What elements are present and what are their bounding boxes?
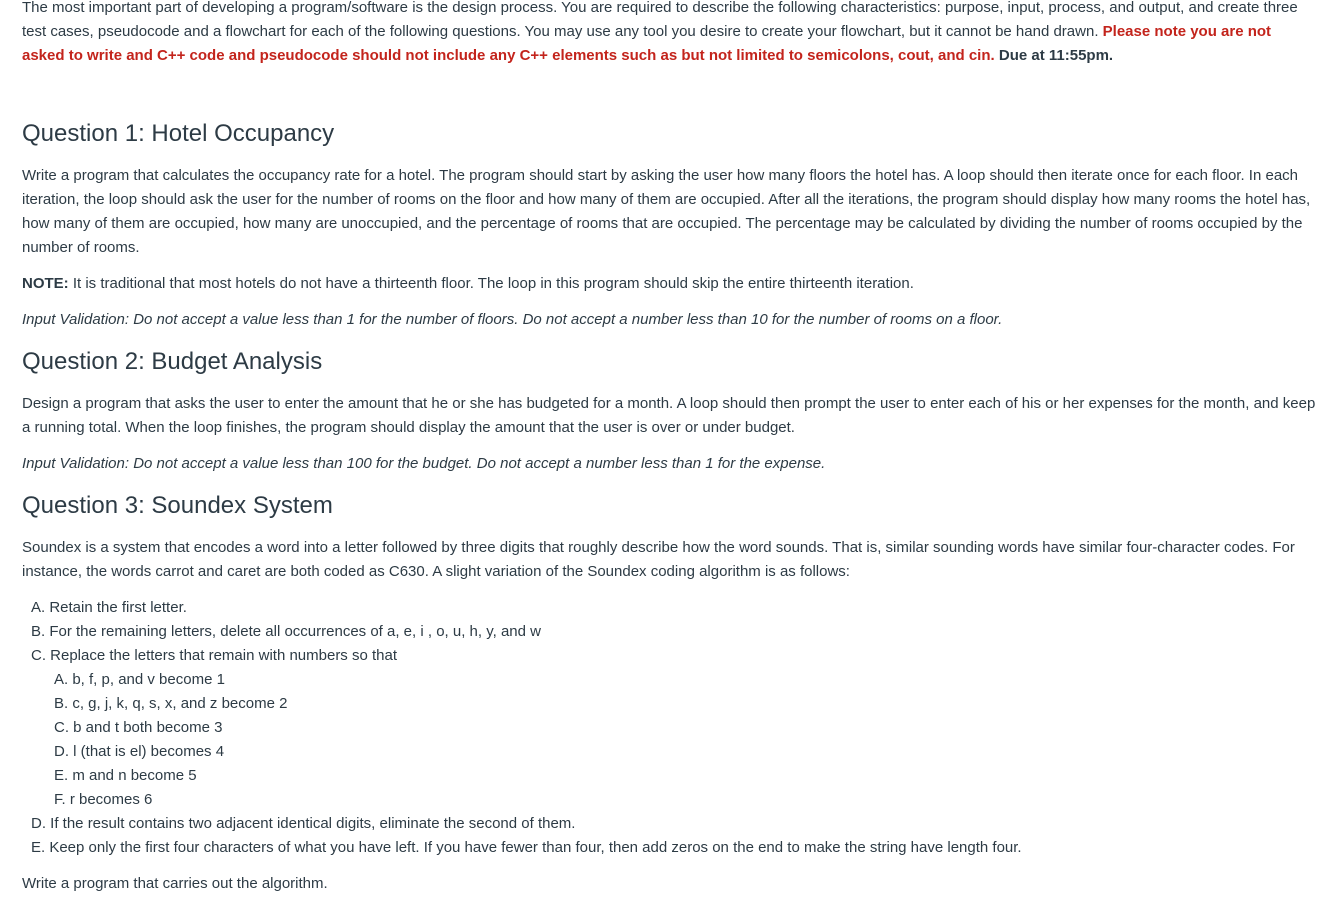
q2-validation: Input Validation: Do not accept a value less than 100 for the budget. Do not accept a number less than 1 for the expense. (22, 455, 826, 472)
q2-title: Question 2: Budget Analysis (22, 348, 323, 375)
list-item: B. c, g, j, k, q, s, x, and z become 2 (54, 695, 288, 712)
q1-note-label: NOTE: (22, 275, 69, 292)
q3-steps (31, 596, 541, 668)
list-item: C. b and t both become 3 (54, 719, 223, 736)
intro-paragraph (22, 0, 1317, 68)
list-item: E. Keep only the first four characters of what you have left. If you have fewer than four, then add zeros on the end to make the string have length four. (31, 839, 1022, 856)
intro-warning: Please note you are not asked to write and C++ code and pseudocode should not include any C++ elements such as but not limited to semicolons, cout, and cin. (22, 23, 1272, 64)
list-item: D. l (that is el) becomes 4 (54, 743, 225, 760)
list-item: C. Replace the letters that remain with numbers so that (31, 647, 398, 664)
q3-steps-after (31, 812, 1022, 860)
q1-title: Question 1: Hotel Occupancy (22, 120, 335, 147)
list-item: D. If the result contains two adjacent identical digits, eliminate the second of them. (31, 815, 576, 832)
list-item: A. b, f, p, and v become 1 (54, 671, 225, 688)
q2-body: Design a program that asks the user to enter the amount that he or she has budgeted for a month. A loop should then prompt the user to enter each of his or her expenses for the month, and keep a running total. When the loop finishes, the program should display the amount that the user is over or under budget. (22, 395, 1316, 436)
list-item: F. r becomes 6 (54, 791, 153, 808)
list-item: A. Retain the first letter. (31, 599, 187, 616)
q1-body: Write a program that calculates the occupancy rate for a hotel. The program should start by asking the user how many floors the hotel has. A loop should then iterate once for each floor. In each iteration, the loop should ask the user for the number of rooms on the floor and how many of them are occupied. After all the iterations, the program should display how many rooms the hotel has, how many of them are occupied, how many are unoccupied, and the percentage of rooms that are occupied. The percentage may be calculated by dividing the number of rooms occupied by the number of rooms. (22, 167, 1311, 256)
intro-text: The most important part of developing a program/software is the design process. You are required to describe the following characteristics: purpose, input, process, and output, and create three test cases, pseudocode and a flowchart for each of the following questions. You may use any tool you desire to create your flowchart, but it cannot be hand drawn. (22, 0, 1298, 40)
q3-body: Soundex is a system that encodes a word into a letter followed by three digits that roughly describe how the word sounds. That is, similar sounding words have similar four-character codes. For instance, the words carrot and caret are both coded as C630. A slight variation of the Soundex coding algorithm is as follows: (22, 539, 1295, 580)
list-item: E. m and n become 5 (54, 767, 197, 784)
list-item: B. For the remaining letters, delete all occurrences of a, e, i , o, u, h, y, and w (31, 623, 541, 640)
due-date: Due at 11:55pm. (998, 47, 1114, 64)
q3-closing: Write a program that carries out the algorithm. (22, 875, 328, 892)
q1-validation: Input Validation: Do not accept a value less than 1 for the number of floors. Do not accept a number less than 10 for the number of rooms on a floor. (22, 311, 1003, 328)
q1-note (22, 272, 1317, 296)
q1-note-text: It is traditional that most hotels do not have a thirteenth floor. The loop in this program should skip the entire thirteenth iteration. (68, 275, 914, 292)
q3-title: Question 3: Soundex System (22, 492, 333, 519)
q3-substeps (54, 668, 287, 812)
